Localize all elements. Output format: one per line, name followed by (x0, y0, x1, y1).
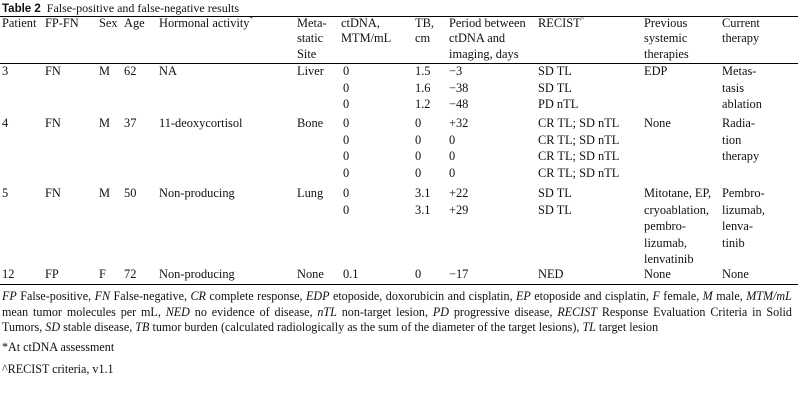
header-age: Age (124, 16, 145, 30)
cell-age: 37 (124, 116, 137, 130)
header-ctdna-line: MTM/mL (341, 31, 392, 46)
header-fp-fn: FP-FN (45, 16, 79, 30)
table-number: Table 2 (2, 3, 41, 15)
header-metastatic-site-line: Site (297, 46, 317, 61)
header-current-therapy-line: Current (722, 16, 760, 30)
cell-fp-fn: FN (45, 64, 61, 78)
cell-patient-id: 4 (2, 116, 9, 130)
cell-patient-id: 5 (2, 186, 9, 200)
header-previous-therapies-line: systemic (644, 31, 688, 46)
cell-previous-therapies-line: cryoablation, (644, 202, 710, 217)
cell-metastatic-site: Liver (297, 64, 324, 78)
cell-tumor-burden: 1.2 (415, 97, 431, 112)
abbreviation-term: nTL (317, 304, 337, 319)
footnote-mark-asterisk: * (249, 15, 253, 23)
bottom-rule (0, 284, 798, 285)
cell-sex: F (99, 267, 106, 281)
header-period-line: imaging, days (449, 46, 519, 61)
abbreviation-term: TL (582, 320, 596, 335)
cell-current-therapy-line: therapy (722, 149, 760, 164)
cell-age: 72 (124, 267, 137, 281)
abbreviation-term: FP (2, 289, 17, 303)
cell-recist: CR TL; SD nTL (538, 165, 620, 180)
cell-current-therapy-line: lizumab, (722, 202, 766, 217)
cell-previous-therapies-line: lizumab, (644, 235, 688, 250)
cell-age: 62 (124, 64, 137, 78)
abbreviation-definition: False-negative, (113, 289, 188, 303)
cell-period-days: −17 (449, 267, 469, 281)
cell-tumor-burden: 0 (415, 116, 422, 130)
cell-recist: NED (538, 267, 564, 281)
cell-tumor-burden: 3.1 (415, 202, 431, 217)
cell-current-therapy-line: ablation (722, 97, 762, 112)
header-period-line: Period between (449, 16, 526, 30)
abbreviation-definition: no evidence of disease, (194, 304, 313, 319)
abbreviation-term: TB (135, 320, 150, 335)
cell-period-days: +29 (449, 202, 469, 217)
cell-current-therapy-line: tion (722, 132, 742, 147)
cell-previous-therapies-line: Mitotane, EP, (644, 186, 712, 200)
cell-fp-fn: FN (45, 116, 61, 130)
abbreviation-definition: Response Evaluation Criteria in Solid Tumors, (2, 304, 792, 335)
cell-period-days: −3 (449, 64, 463, 78)
header-metastatic-site-line: Meta- (297, 16, 327, 30)
abbreviation-term: EP (516, 289, 531, 303)
cell-fp-fn: FN (45, 186, 61, 200)
cell-tumor-burden: 0 (415, 267, 422, 281)
cell-hormonal-activity: Non-producing (159, 267, 235, 281)
abbreviation-definition: complete response, (209, 289, 303, 303)
header-previous-therapies-line: therapies (644, 46, 689, 61)
header-metastatic-site-line: static (297, 31, 324, 46)
cell-current-therapy-line: lenva- (722, 219, 753, 234)
header-rule (0, 63, 798, 64)
cell-current-therapy-line: tinib (722, 235, 745, 250)
footnote-ctdna: *At ctDNA assessment (2, 340, 115, 355)
cell-current-therapy-line: Radia- (722, 116, 756, 130)
cell-recist: PD nTL (538, 97, 579, 112)
cell-tumor-burden: 0 (415, 149, 422, 164)
footnote-mark-caret: ^ (580, 15, 584, 23)
cell-tumor-burden: 0 (415, 165, 422, 180)
cell-ctdna: 0 (343, 64, 350, 78)
header-recist-label: RECIST (538, 16, 581, 30)
header-tb-line: cm (415, 31, 431, 46)
header-recist (538, 16, 584, 31)
cell-ctdna: 0 (343, 186, 350, 200)
abbreviation-term: RECIST (557, 304, 597, 319)
header-hormonal-activity (159, 16, 253, 31)
cell-age: 50 (124, 186, 137, 200)
abbreviation-term: MTM/mL (746, 289, 792, 303)
cell-period-days: −38 (449, 80, 469, 95)
header-ctdna-line: ctDNA, (341, 16, 380, 30)
cell-ctdna: 0 (343, 149, 350, 164)
cell-recist: SD TL (538, 80, 572, 95)
cell-patient-id: 3 (2, 64, 9, 78)
abbreviation-definition: etoposide and cisplatin, (534, 289, 649, 303)
table-caption (2, 1, 239, 16)
cell-sex: M (99, 116, 111, 130)
cell-metastatic-site: None (297, 267, 324, 281)
cell-sex: M (99, 186, 111, 200)
cell-recist: SD TL (538, 186, 572, 200)
cell-period-days: −48 (449, 97, 469, 112)
table-title: False-positive and false-negative results (46, 1, 240, 15)
cell-period-days: 0 (449, 165, 456, 180)
cell-recist: SD TL (538, 202, 572, 217)
abbreviation-term: SD (45, 320, 61, 335)
abbreviation-definition: female, (663, 289, 700, 303)
cell-current-therapy-line: tasis (722, 80, 745, 95)
cell-tumor-burden: 0 (415, 132, 422, 147)
cell-tumor-burden: 3.1 (415, 186, 431, 200)
cell-previous-therapies-line: pembro- (644, 219, 686, 234)
cell-ctdna: 0 (343, 202, 350, 217)
cell-recist: CR TL; SD nTL (538, 132, 620, 147)
cell-ctdna: 0 (343, 165, 350, 180)
header-patient: Patient (2, 16, 37, 30)
abbreviation-term: F (652, 289, 660, 303)
abbreviation-term: M (702, 289, 713, 303)
cell-fp-fn: FP (45, 267, 59, 281)
abbreviation-term: NED (165, 304, 190, 319)
header-sex: Sex (99, 16, 118, 30)
cell-ctdna: 0.1 (343, 267, 359, 281)
cell-previous-therapies-line: None (644, 116, 671, 130)
cell-current-therapy-line: None (722, 267, 749, 281)
cell-previous-therapies-line: None (644, 267, 671, 281)
cell-previous-therapies-line: lenvatinib (644, 252, 694, 267)
table-notes (2, 289, 792, 378)
cell-ctdna: 0 (343, 80, 350, 95)
cell-ctdna: 0 (343, 132, 350, 147)
abbreviation-term: EDP (305, 289, 330, 303)
cell-current-therapy-line: Pembro- (722, 186, 765, 200)
abbreviation-definition: male, (716, 289, 743, 303)
abbreviation-term: PD (432, 304, 449, 319)
cell-period-days: 0 (449, 149, 456, 164)
cell-hormonal-activity: NA (159, 64, 177, 78)
cell-period-days: +22 (449, 186, 469, 200)
abbreviation-definition: progressive disease, (453, 304, 553, 319)
abbreviation-term: FN (94, 289, 111, 303)
cell-metastatic-site: Lung (297, 186, 324, 200)
abbreviation-definition: tumor burden (calculated radiologically as the sum of the diameter of the target lesions), (152, 320, 580, 335)
cell-ctdna: 0 (343, 116, 350, 130)
cell-previous-therapies-line: EDP (644, 64, 668, 78)
header-current-therapy-line: therapy (722, 31, 760, 46)
abbreviation-definition: False-positive, (20, 289, 92, 303)
cell-hormonal-activity: Non-producing (159, 186, 235, 200)
cell-recist: CR TL; SD nTL (538, 149, 620, 164)
abbreviation-definition: mean tumor molecules per mL, (2, 304, 161, 319)
abbreviation-definition: non-target lesion, (341, 304, 428, 319)
footnote-recist: ^RECIST criteria, v1.1 (2, 361, 114, 376)
abbreviation-definition: etoposide, doxorubicin and cisplatin, (332, 289, 513, 303)
abbreviation-term: CR (190, 289, 206, 303)
header-tb-line: TB, (415, 16, 434, 30)
abbreviation-definition: target lesion (598, 320, 659, 335)
cell-ctdna: 0 (343, 97, 350, 112)
cell-hormonal-activity: 11-deoxycortisol (159, 116, 243, 130)
cell-patient-id: 12 (2, 267, 15, 281)
cell-sex: M (99, 64, 111, 78)
abbreviation-list (2, 289, 792, 336)
cell-recist: CR TL; SD nTL (538, 116, 620, 130)
cell-period-days: +32 (449, 116, 469, 130)
cell-tumor-burden: 1.6 (415, 80, 431, 95)
cell-tumor-burden: 1.5 (415, 64, 431, 78)
header-previous-therapies-line: Previous (644, 16, 688, 30)
cell-period-days: 0 (449, 132, 456, 147)
header-period-line: ctDNA and (449, 31, 506, 46)
header-hormonal-activity-label: Hormonal activity (159, 16, 250, 30)
cell-recist: SD TL (538, 64, 572, 78)
cell-metastatic-site: Bone (297, 116, 324, 130)
abbreviation-definition: stable disease, (63, 320, 133, 335)
cell-current-therapy-line: Metas- (722, 64, 757, 78)
